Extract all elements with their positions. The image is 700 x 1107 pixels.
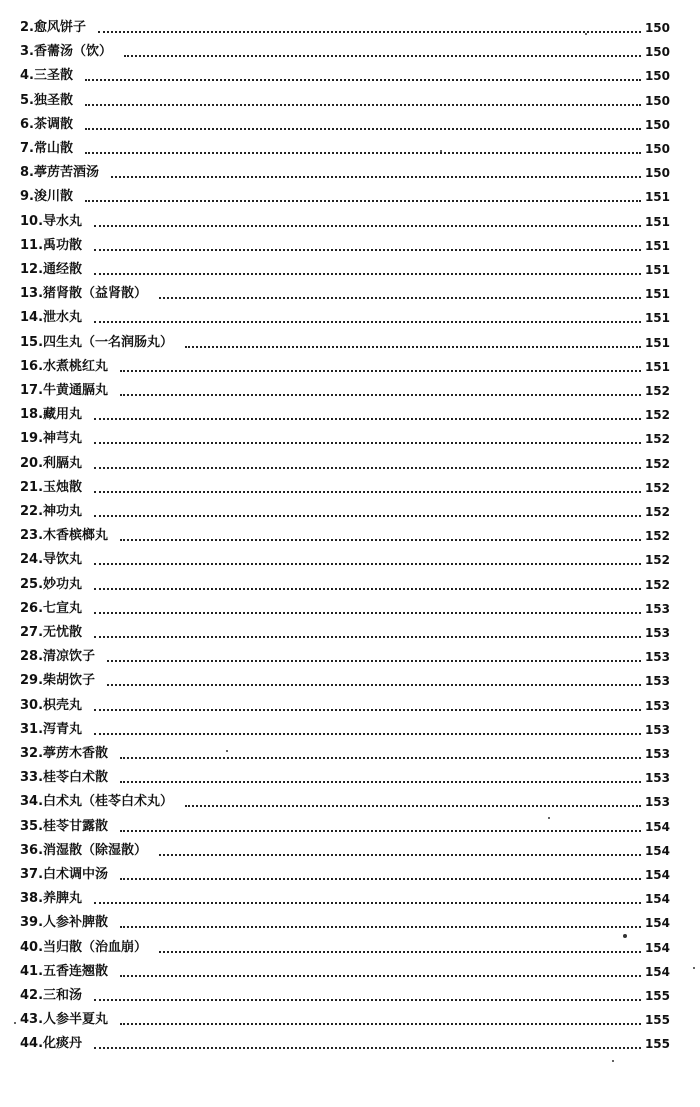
toc-entry-page-number: 152 <box>643 454 670 474</box>
toc-entry-page-number: 152 <box>643 575 670 595</box>
toc-entry <box>0 841 700 861</box>
dot-leader <box>85 200 641 202</box>
toc-entry <box>0 938 700 958</box>
dot-leader <box>159 297 641 299</box>
toc-entry-title: 16.水煮桃红丸 <box>20 357 112 377</box>
toc-entry-title: 26.七宣丸 <box>20 599 86 619</box>
toc-entry-page-number: 152 <box>643 381 670 401</box>
toc-entry-page-number: 152 <box>643 502 670 522</box>
dot-leader <box>94 249 641 251</box>
toc-entry-page-number: 150 <box>643 18 670 38</box>
scan-speck <box>585 33 587 35</box>
toc-entry-page-number: 153 <box>643 647 670 667</box>
toc-entry-title: 37.白术调中汤 <box>20 865 112 885</box>
dot-leader <box>94 563 641 565</box>
toc-entry <box>0 696 700 716</box>
scan-speck <box>693 967 695 969</box>
toc-entry-page-number: 150 <box>643 163 670 183</box>
dot-leader <box>94 467 641 469</box>
dot-leader <box>124 55 641 57</box>
toc-entry <box>0 405 700 425</box>
toc-entry <box>0 647 700 667</box>
toc-entry-page-number: 152 <box>643 478 670 498</box>
toc-entry-title: 34.白术丸（桂苓白术丸） <box>20 792 177 812</box>
toc-entry-title: 4.三圣散 <box>20 66 77 86</box>
toc-entry-page-number: 154 <box>643 817 670 837</box>
toc-entry-page-number: 153 <box>643 744 670 764</box>
toc-entry-page-number: 153 <box>643 696 670 716</box>
dot-leader <box>94 321 641 323</box>
dot-leader <box>94 902 641 904</box>
toc-entry <box>0 526 700 546</box>
toc-entry <box>0 575 700 595</box>
toc-entry-page-number: 154 <box>643 841 670 861</box>
toc-entry-title: 39.人参补脾散 <box>20 913 112 933</box>
toc-entry-page-number: 151 <box>643 333 670 353</box>
toc-entry-page-number: 154 <box>643 938 670 958</box>
toc-entry-page-number: 153 <box>643 720 670 740</box>
dot-leader <box>120 926 641 928</box>
toc-entry <box>0 163 700 183</box>
dot-leader <box>185 805 641 807</box>
toc-entry-title: 12.通经散 <box>20 260 86 280</box>
toc-entry <box>0 429 700 449</box>
toc-entry-title: 18.藏用丸 <box>20 405 86 425</box>
toc-entry <box>0 260 700 280</box>
toc-entry-title: 20.利膈丸 <box>20 454 86 474</box>
toc-entry-title: 23.木香槟榔丸 <box>20 526 112 546</box>
toc-entry-title: 36.消湿散（除湿散） <box>20 841 151 861</box>
toc-entry-title: 8.葶苈苦酒汤 <box>20 163 103 183</box>
dot-leader <box>159 951 641 953</box>
toc-entry-title: 27.无忧散 <box>20 623 86 643</box>
toc-entry-title: 22.神功丸 <box>20 502 86 522</box>
toc-entry-page-number: 154 <box>643 889 670 909</box>
toc-entry-title: 24.导饮丸 <box>20 550 86 570</box>
toc-entry-page-number: 151 <box>643 357 670 377</box>
toc-entry-title: 10.导水丸 <box>20 212 86 232</box>
toc-entry-title: 43.人参半夏丸 <box>20 1010 112 1030</box>
toc-entry-title: 15.四生丸（一名润肠丸） <box>20 333 177 353</box>
dot-leader <box>98 31 641 33</box>
toc-entry-title: 28.清凉饮子 <box>20 647 99 667</box>
toc-entry-page-number: 151 <box>643 187 670 207</box>
toc-entry <box>0 333 700 353</box>
toc-entry <box>0 502 700 522</box>
toc-entry-title: 6.茶调散 <box>20 115 77 135</box>
dot-leader <box>107 684 641 686</box>
toc-entry-title: 3.香薷汤（饮） <box>20 42 116 62</box>
toc-entry-title: 33.桂苓白术散 <box>20 768 112 788</box>
toc-entry <box>0 42 700 62</box>
toc-entry <box>0 671 700 691</box>
toc-entry-page-number: 151 <box>643 260 670 280</box>
toc-entry-page-number: 152 <box>643 429 670 449</box>
dot-leader <box>94 636 641 638</box>
toc-entry-page-number: 152 <box>643 550 670 570</box>
dot-leader <box>94 491 641 493</box>
dot-leader <box>94 733 641 735</box>
dot-leader <box>159 854 641 856</box>
toc-entry-page-number: 150 <box>643 139 670 159</box>
toc-entry <box>0 139 700 159</box>
toc-entry-page-number: 155 <box>643 986 670 1006</box>
dot-leader <box>85 79 641 81</box>
dot-leader <box>94 1047 641 1049</box>
dot-leader <box>94 999 641 1001</box>
toc-entry <box>0 478 700 498</box>
scan-speck <box>623 934 627 938</box>
toc-entry-page-number: 153 <box>643 671 670 691</box>
toc-entry <box>0 18 700 38</box>
toc-entry-page-number: 150 <box>643 115 670 135</box>
toc-entry-page-number: 151 <box>643 284 670 304</box>
toc-entry <box>0 865 700 885</box>
toc-entry-title: 38.养脾丸 <box>20 889 86 909</box>
dot-leader <box>94 442 641 444</box>
toc-entry <box>0 889 700 909</box>
toc-entry <box>0 115 700 135</box>
dot-leader <box>120 878 641 880</box>
dot-leader <box>120 370 641 372</box>
toc-entry <box>0 454 700 474</box>
toc-entry-page-number: 151 <box>643 236 670 256</box>
toc-entry <box>0 623 700 643</box>
toc-entry-page-number: 154 <box>643 913 670 933</box>
toc-entry <box>0 550 700 570</box>
dot-leader <box>94 418 641 420</box>
toc-entry <box>0 599 700 619</box>
scan-speck <box>612 1060 614 1062</box>
toc-entry-title: 30.枳壳丸 <box>20 696 86 716</box>
toc-entry-page-number: 153 <box>643 768 670 788</box>
toc-entry-title: 42.三和汤 <box>20 986 86 1006</box>
toc-entry-page-number: 155 <box>643 1010 670 1030</box>
toc-entry-page-number: 153 <box>643 792 670 812</box>
dot-leader <box>107 660 641 662</box>
toc-entry-title: 17.牛黄通膈丸 <box>20 381 112 401</box>
dot-leader <box>120 975 641 977</box>
toc-entry <box>0 986 700 1006</box>
toc-entry <box>0 792 700 812</box>
toc-entry <box>0 308 700 328</box>
toc-entry-title: 19.神芎丸 <box>20 429 86 449</box>
toc-entry <box>0 381 700 401</box>
toc-entry <box>0 236 700 256</box>
dot-leader <box>94 225 641 227</box>
scan-speck <box>440 150 442 152</box>
toc-entry <box>0 1010 700 1030</box>
dot-leader <box>120 781 641 783</box>
dot-leader <box>85 152 641 154</box>
toc-entry-title: 35.桂苓甘露散 <box>20 817 112 837</box>
dot-leader <box>94 273 641 275</box>
toc-entry-title: 44.化痰丹 <box>20 1034 86 1054</box>
toc-entry-title: 29.柴胡饮子 <box>20 671 99 691</box>
dot-leader <box>120 539 641 541</box>
dot-leader <box>185 346 641 348</box>
toc-entry-title: 14.泄水丸 <box>20 308 86 328</box>
toc-entry-title: 41.五香连翘散 <box>20 962 112 982</box>
toc-entry <box>0 66 700 86</box>
dot-leader <box>120 394 641 396</box>
toc-entry-title: 32.葶苈木香散 <box>20 744 112 764</box>
toc-entry-title: 2.愈风饼子 <box>20 18 90 38</box>
toc-entry <box>0 357 700 377</box>
toc-entry <box>0 768 700 788</box>
dot-leader <box>111 176 641 178</box>
dot-leader <box>94 588 641 590</box>
dot-leader <box>94 515 641 517</box>
toc-entry <box>0 817 700 837</box>
toc-entry <box>0 187 700 207</box>
toc-entry-page-number: 154 <box>643 865 670 885</box>
toc-entry-page-number: 154 <box>643 962 670 982</box>
dot-leader <box>94 709 641 711</box>
toc-entry <box>0 212 700 232</box>
toc-entry-page-number: 151 <box>643 212 670 232</box>
toc-entry <box>0 962 700 982</box>
toc-entry-title: 21.玉烛散 <box>20 478 86 498</box>
toc-entry <box>0 720 700 740</box>
dot-leader <box>120 757 641 759</box>
toc-entry-page-number: 150 <box>643 42 670 62</box>
toc-entry-page-number: 152 <box>643 526 670 546</box>
toc-entry-title: 11.禹功散 <box>20 236 86 256</box>
scan-speck <box>14 1022 16 1024</box>
toc-entry-page-number: 153 <box>643 599 670 619</box>
toc-entry <box>0 913 700 933</box>
toc-entry <box>0 1034 700 1054</box>
toc-entry-page-number: 151 <box>643 308 670 328</box>
toc-entry <box>0 284 700 304</box>
toc-entry-title: 13.猪肾散（益肾散） <box>20 284 151 304</box>
toc-entry-title: 9.浚川散 <box>20 187 77 207</box>
scan-speck <box>548 817 550 819</box>
scan-speck <box>226 750 228 752</box>
toc-entry-page-number: 153 <box>643 623 670 643</box>
dot-leader <box>120 1023 641 1025</box>
toc-entry-title: 25.妙功丸 <box>20 575 86 595</box>
toc-entry-page-number: 155 <box>643 1034 670 1054</box>
dot-leader <box>85 128 641 130</box>
dot-leader <box>94 612 641 614</box>
toc-entry-page-number: 150 <box>643 66 670 86</box>
dot-leader <box>85 104 641 106</box>
toc-entry-page-number: 150 <box>643 91 670 111</box>
toc-entry-title: 40.当归散（治血崩） <box>20 938 151 958</box>
toc-entry-title: 7.常山散 <box>20 139 77 159</box>
toc-entry-title: 31.泻青丸 <box>20 720 86 740</box>
toc-entry-page-number: 152 <box>643 405 670 425</box>
toc-entry-title: 5.独圣散 <box>20 91 77 111</box>
toc-entry <box>0 744 700 764</box>
dot-leader <box>120 830 641 832</box>
toc-entry <box>0 91 700 111</box>
